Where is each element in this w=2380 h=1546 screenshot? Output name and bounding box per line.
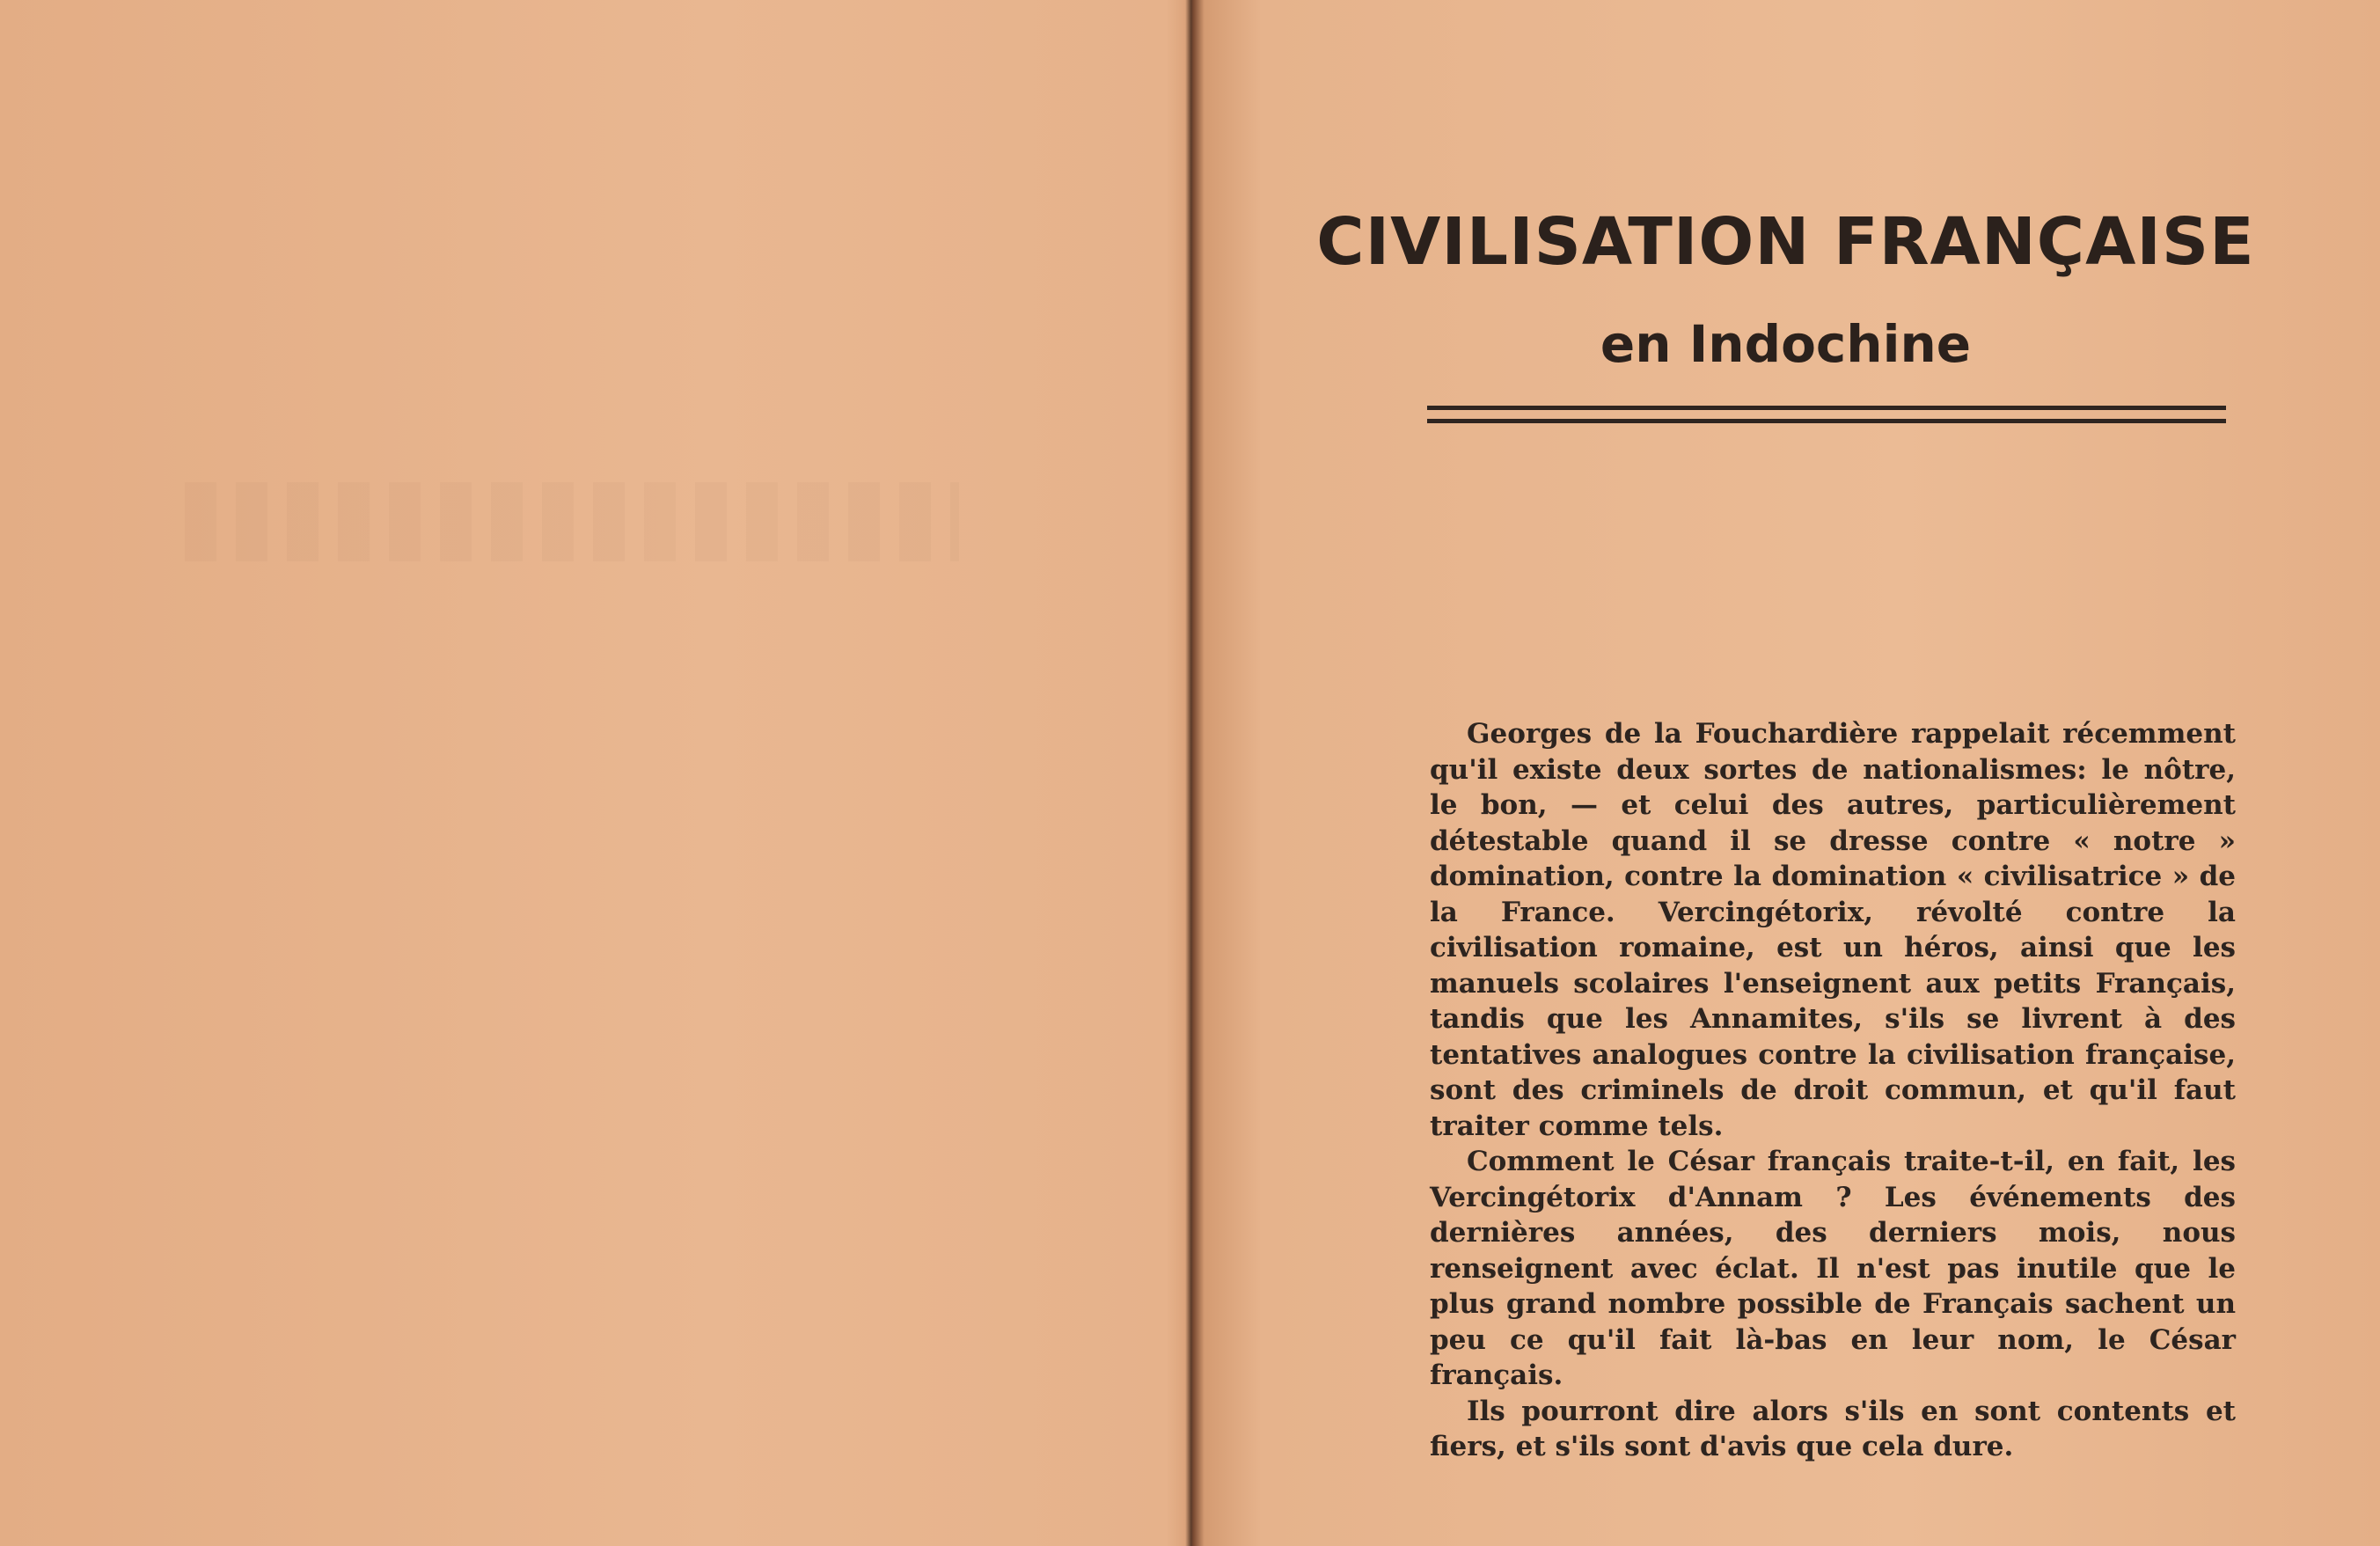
title-double-rule-top [1427,406,2226,410]
body-paragraph: Georges de la Fouchardière rappelait récemment qu'il existe deux sortes de nationalismes: le nôtre, le bon, — et celui des autres, particulièrement détestable quand il se dresse contre « notre » domination, contre la domination « civilisatrice » de la France. Vercingétorix, révolté contre la civilisation romaine, est un héros, ainsi que les manuels scolaires l'enseignent aux petits Français, tandis que les Annamites, s'ils se livrent à des tentatives analogues contre la civilisation française, sont des criminels de droit commun, et qu'il faut traiter comme tels. [1430,718,2236,1142]
body-paragraph: Ils pourront dire alors s'ils en sont contents et fiers, et s'ils sont d'avis que cela dure. [1430,1395,2236,1462]
document-subtitle: en Indochine [1600,314,1972,374]
body-text [1430,716,2236,1465]
document-title: CIVILISATION FRANÇAISE [1316,204,2255,280]
show-through-text [185,482,959,561]
body-paragraph: Comment le César français traite-t-il, en fait, les Vercingétorix d'Annam ? Les événements des dernières années, des derniers mois, nous renseignent avec éclat. Il n'est pas inutile que le plus grand nombre possible de Français sachent un peu ce qu'il fait là-bas en leur nom, le César français. [1430,1146,2236,1391]
title-double-rule-bottom [1427,419,2226,423]
